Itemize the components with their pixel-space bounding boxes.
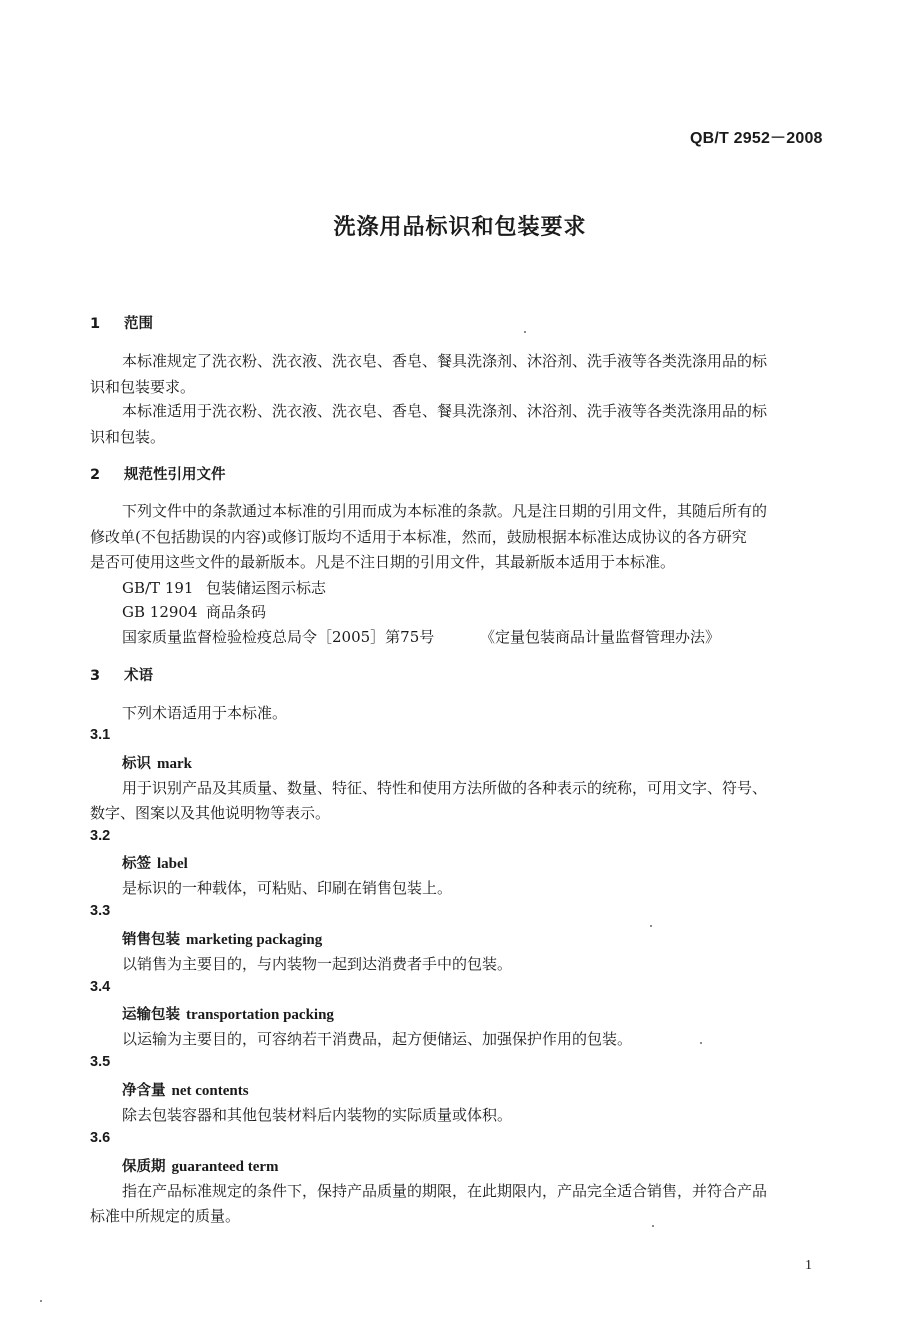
term-number: 3.3 [90,903,111,919]
term-definition: 以销售为主要目的，与内装物一起到达消费者手中的包装。 [122,955,513,973]
paragraph-line: 修改单(不包括勘误的内容)或修订版均不适用于本标准，然而，鼓励根据本标准达成协议的各方研究 [90,528,747,546]
term-heading [122,1155,279,1176]
term-number: 3.6 [90,1130,111,1146]
term-definition: 指在产品标准规定的条件下，保持产品质量的期限，在此期限内，产品完全适合销售，并符合产品 [122,1182,768,1200]
reference-item [122,601,266,622]
term-english: mark [157,756,192,772]
term-heading [122,1079,249,1100]
term-chinese: 销售包装 [122,932,180,948]
section-heading-1 [90,312,153,333]
scan-speck [40,1300,42,1302]
term-definition: 以运输为主要目的，可容纳若干消费品，起方便储运、加强保护作用的包装。 [122,1030,633,1048]
term-english: label [157,856,188,872]
term-english: transportation packing [186,1007,334,1023]
section-intro: 下列术语适用于本标准。 [122,704,288,722]
section-title: 术语 [124,668,153,684]
reference-item [122,577,326,598]
reference-title: 《定量包装商品计量监督管理办法》 [480,628,721,646]
paragraph-line: 本标准规定了洗衣粉、洗衣液、洗衣皂、香皂、餐具洗涤剂、沐浴剂、洗手液等各类洗涤用品的标 [122,352,768,370]
term-heading [122,928,322,949]
term-number: 3.5 [90,1054,111,1070]
paragraph-line: 是否可使用这些文件的最新版本。凡是不注日期的引用文件，其最新版本适用于本标准。 [90,553,676,571]
term-english: marketing packaging [186,932,323,948]
scan-speck [524,331,526,333]
paragraph-line: 下列文件中的条款通过本标准的引用而成为本标准的条款。凡是注日期的引用文件，其随后所有的 [122,502,768,520]
term-english: net contents [171,1083,249,1099]
term-number: 3.2 [90,828,111,844]
term-definition: 数字、图案以及其他说明物等表示。 [90,804,331,822]
section-title: 规范性引用文件 [124,467,226,483]
term-definition: 是标识的一种载体，可粘贴、印刷在销售包装上。 [122,879,453,897]
term-definition: 标准中所规定的质量。 [90,1207,241,1225]
section-heading-2 [90,463,226,484]
page-number: 1 [805,1258,812,1273]
paragraph-line: 识和包装要求。 [90,378,196,396]
section-number: 3 [90,668,101,684]
term-chinese: 净含量 [122,1083,166,1099]
reference-code: GB 12904 [122,603,198,621]
standard-code: QB/T 2952－2008 [690,130,823,147]
paragraph-line: 本标准适用于洗衣粉、洗衣液、洗衣皂、香皂、餐具洗涤剂、沐浴剂、洗手液等各类洗涤用品的标 [122,402,768,420]
term-chinese: 运输包装 [122,1007,180,1023]
term-heading [122,1003,334,1024]
term-number: 3.4 [90,979,111,995]
reference-code: 国家质量监督检验检疫总局令［2005］第75号 [122,628,435,646]
section-heading-3 [90,664,153,685]
section-number: 1 [90,316,101,332]
document-title: 洗涤用品标识和包装要求 [333,215,587,240]
section-number: 2 [90,467,101,483]
reference-title: 商品条码 [206,603,267,621]
scan-speck [700,1042,702,1044]
reference-item [122,626,720,647]
paragraph-line: 识和包装。 [90,428,166,446]
scan-speck [652,1225,654,1227]
reference-code: GB/T 191 [122,579,194,597]
term-heading [122,852,188,873]
term-number: 3.1 [90,727,111,743]
scan-speck [650,925,652,927]
term-definition: 除去包装容器和其他包装材料后内装物的实际质量或体积。 [122,1106,513,1124]
term-heading [122,752,192,773]
term-chinese: 标识 [122,756,151,772]
term-chinese: 保质期 [122,1159,166,1175]
reference-title: 包装储运图示标志 [206,579,327,597]
term-english: guaranteed term [171,1159,279,1175]
section-title: 范围 [124,316,153,332]
term-chinese: 标签 [122,856,151,872]
term-definition: 用于识别产品及其质量、数量、特征、特性和使用方法所做的各种表示的统称，可用文字、符号、 [122,779,768,797]
